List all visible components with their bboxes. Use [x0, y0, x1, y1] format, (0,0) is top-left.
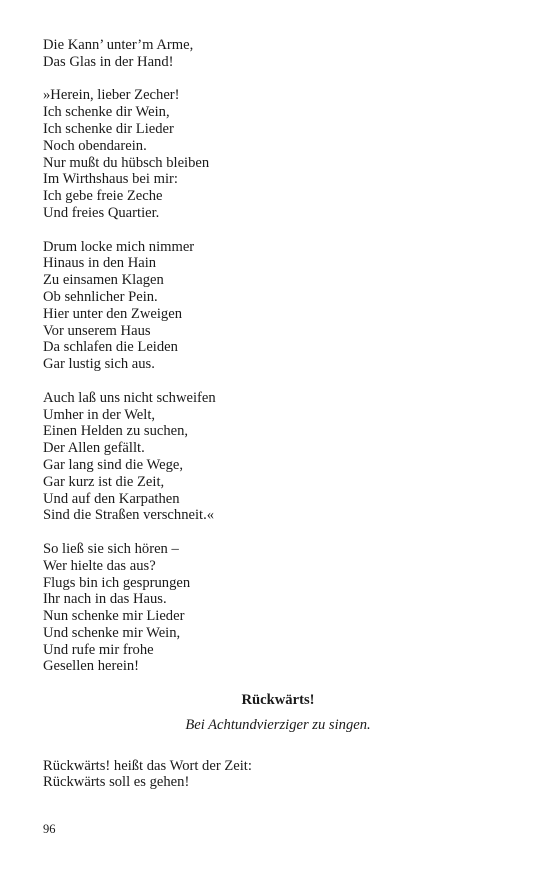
- verse-line: Ob sehnlicher Pein.: [43, 288, 158, 305]
- verse-line: Sind die Straßen verschneit.«: [43, 507, 215, 524]
- verse-line: Nun schenke mir Lieder: [43, 608, 185, 625]
- verse-line: Und schenke mir Wein,: [43, 624, 181, 641]
- page-number: 96: [43, 822, 56, 836]
- stanza-5: [43, 541, 483, 675]
- verse-line: Rückwärts soll es gehen!: [43, 774, 190, 791]
- verse-line: Im Wirthshaus bei mir:: [43, 171, 178, 188]
- stanza-next-poem: [43, 758, 483, 792]
- verse-line: Einen Helden zu suchen,: [43, 423, 189, 440]
- verse-line: Die Kann’ unter’m Arme,: [43, 37, 194, 53]
- verse-line: Flugs bin ich gesprungen: [43, 574, 191, 591]
- verse-line: Hier unter den Zweigen: [43, 305, 182, 322]
- verse-line: Umher in der Welt,: [43, 406, 156, 423]
- verse-line: Da schlafen die Leiden: [43, 339, 178, 356]
- poem-subtitle: Bei Achtundvierziger zu singen.: [185, 716, 371, 733]
- verse-line: Auch laß uns nicht schweifen: [43, 389, 216, 406]
- verse-line: Das Glas in der Hand!: [43, 53, 174, 70]
- verse-line: Und rufe mir frohe: [43, 641, 154, 658]
- verse-line: Und auf den Karpathen: [43, 490, 180, 507]
- verse-line: »Herein, lieber Zecher!: [43, 87, 180, 104]
- verse-line: Vor unserem Haus: [43, 322, 151, 339]
- poem-title: Rückwärts!: [241, 692, 315, 709]
- verse-line: Gar kurz ist die Zeit,: [43, 473, 165, 490]
- verse-line: Nur mußt du hübsch bleiben: [43, 154, 210, 171]
- verse-line: Noch obendarein.: [43, 137, 147, 154]
- verse-line: So ließ sie sich hören –: [43, 540, 179, 557]
- verse-line: Ich gebe freie Zeche: [43, 188, 163, 205]
- stanza-4: [43, 390, 483, 524]
- verse-line: Gesellen herein!: [43, 658, 140, 675]
- verse-line: Gar lang sind die Wege,: [43, 456, 183, 473]
- verse-line: Der Allen gefällt.: [43, 440, 145, 457]
- verse-line: Drum locke mich nimmer: [43, 238, 195, 255]
- verse-line: Wer hielte das aus?: [43, 557, 156, 574]
- verse-line: Gar lustig sich aus.: [43, 356, 155, 373]
- verse-line: Ich schenke dir Wein,: [43, 104, 170, 121]
- stanza-1: [43, 37, 483, 71]
- verse-line: Und freies Quartier.: [43, 204, 160, 221]
- verse-line: Zu einsamen Klagen: [43, 272, 164, 289]
- verse-line: Ihr nach in das Haus.: [43, 591, 167, 608]
- stanza-3: [43, 239, 483, 373]
- verse-line: Hinaus in den Hain: [43, 255, 157, 272]
- verse-line: Ich schenke dir Lieder: [43, 120, 174, 137]
- verse-line: Rückwärts! heißt das Wort der Zeit:: [43, 757, 252, 774]
- page-content: [43, 37, 483, 808]
- stanza-2: [43, 87, 483, 221]
